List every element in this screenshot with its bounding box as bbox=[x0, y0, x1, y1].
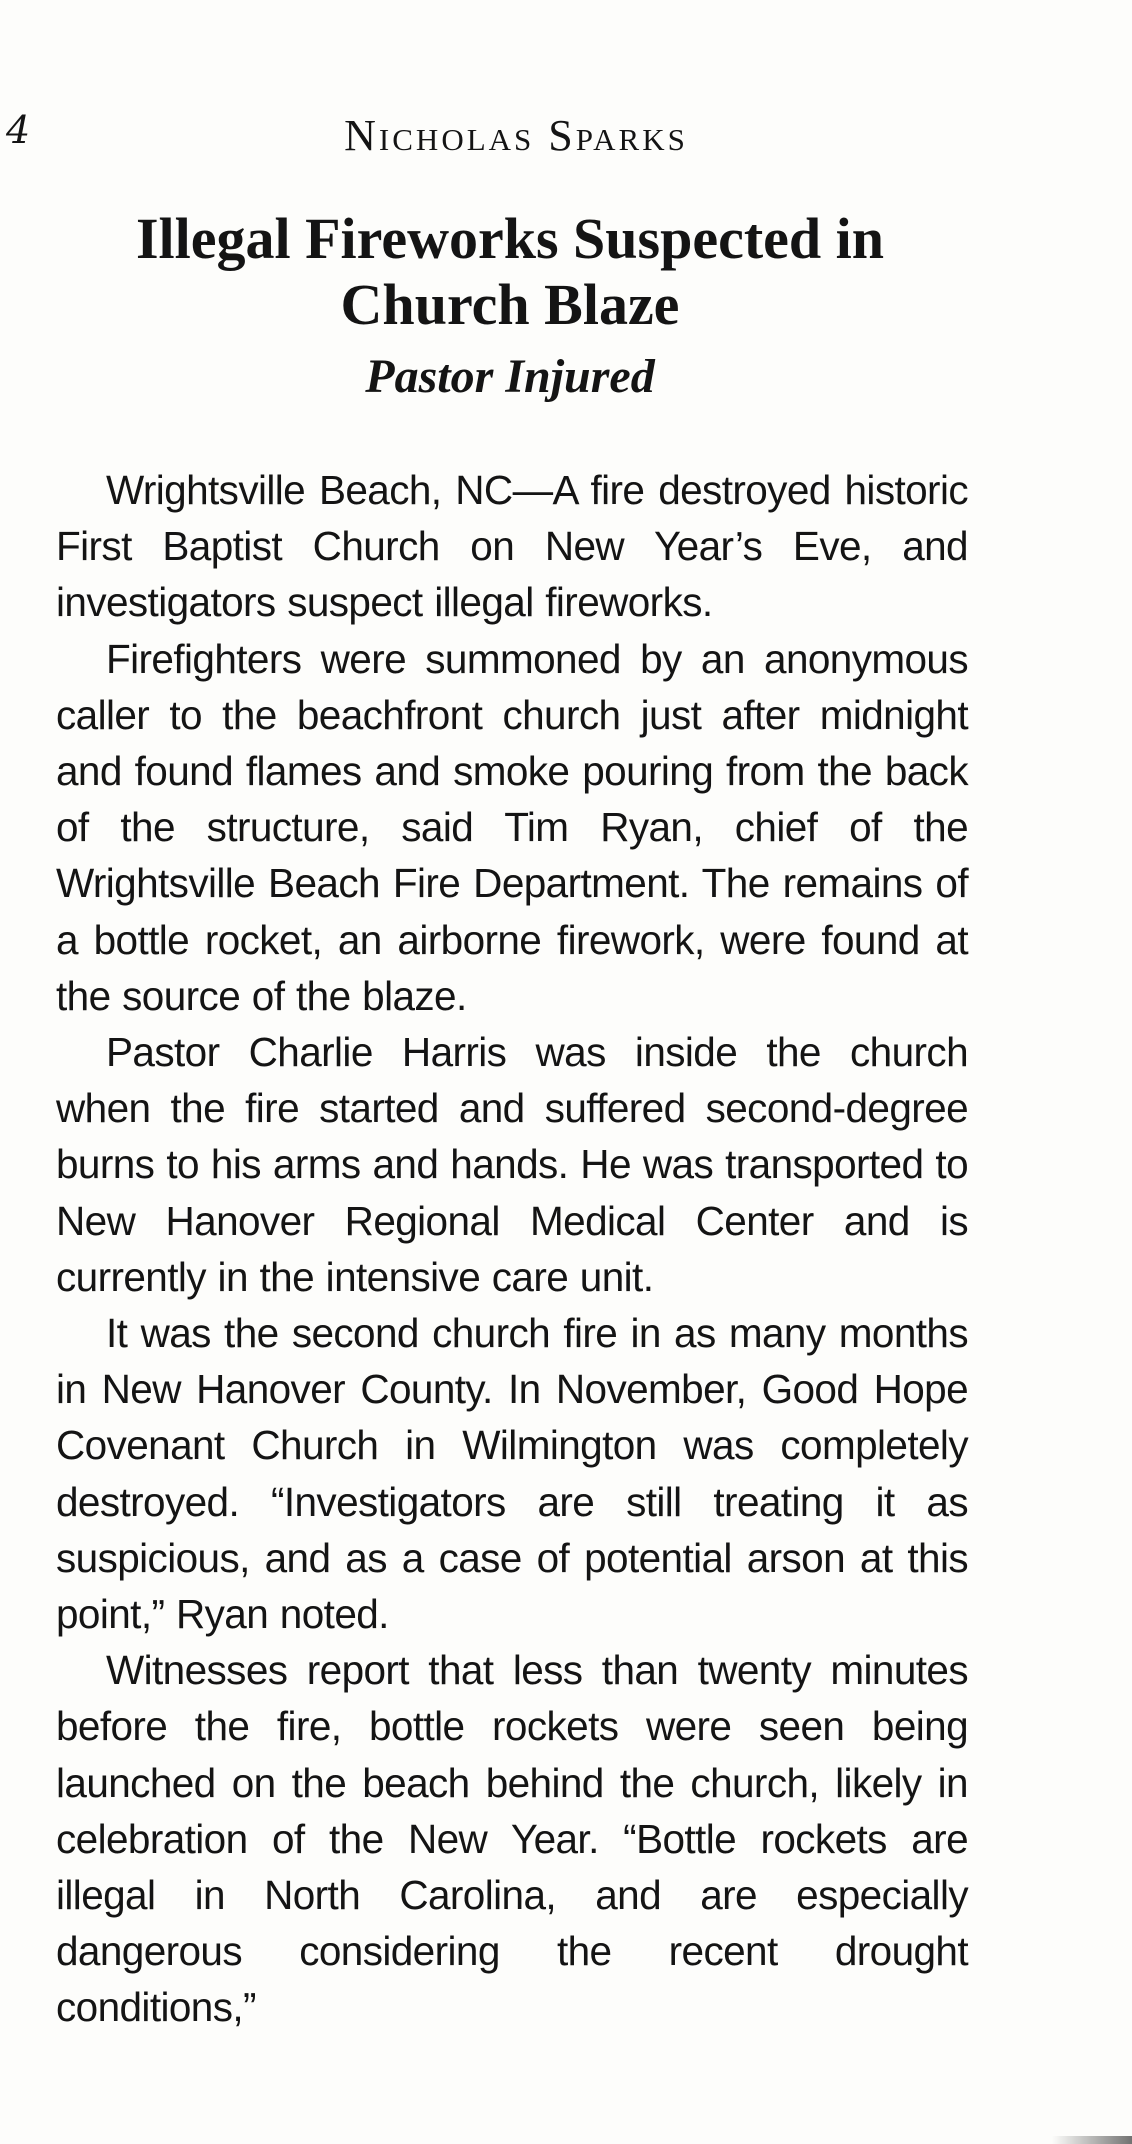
article-paragraph: Pastor Charlie Harris was inside the church when the fire started and suffered second-degree burns to his arms and hands. He was transported to New Hanover Regional Medical Center and is currently in the intensive care unit. bbox=[56, 1029, 968, 1300]
article-paragraph: Wrightsville Beach, NC—A fire destroyed historic First Baptist Church on New Year’s Eve, and investigators suspect illegal fireworks. bbox=[56, 467, 968, 626]
headline bbox=[60, 206, 960, 338]
page-number: 4 bbox=[6, 108, 31, 152]
headline-line-2: Church Blaze bbox=[340, 272, 680, 337]
page-edge-shadow bbox=[1052, 2136, 1132, 2144]
article-paragraph: Witnesses report that less than twenty minutes before the fire, bottle rockets were seen being launched on the beach behind the church, likely in celebration of the New Year. “Bottle rockets are illegal in North Carolina, and are especially dangerous considering the recent drought conditions,” bbox=[56, 1647, 968, 2031]
article-paragraph: It was the second church fire in as many months in New Hanover County. In November, Good Hope Covenant Church in Wilmington was completely destroyed. “Investigators are still treating it as suspicious, and as a case of potential arson at this point,” Ryan noted. bbox=[56, 1310, 968, 1638]
article-paragraph: Firefighters were summoned by an anonymous caller to the beachfront church just after midnight and found flames and smoke pouring from the back of the structure, said Tim Ryan, chief of the Wrightsville Beach Fire Department. The remains of a bottle rocket, an airborne firework, were found at the source of the blaze. bbox=[56, 635, 968, 1019]
article-body bbox=[56, 462, 968, 2036]
subheadline: Pastor Injured bbox=[365, 350, 655, 403]
headline-line-1: Illegal Fireworks Suspected in bbox=[135, 206, 885, 271]
running-head-author: Nicholas Sparks bbox=[344, 111, 688, 160]
